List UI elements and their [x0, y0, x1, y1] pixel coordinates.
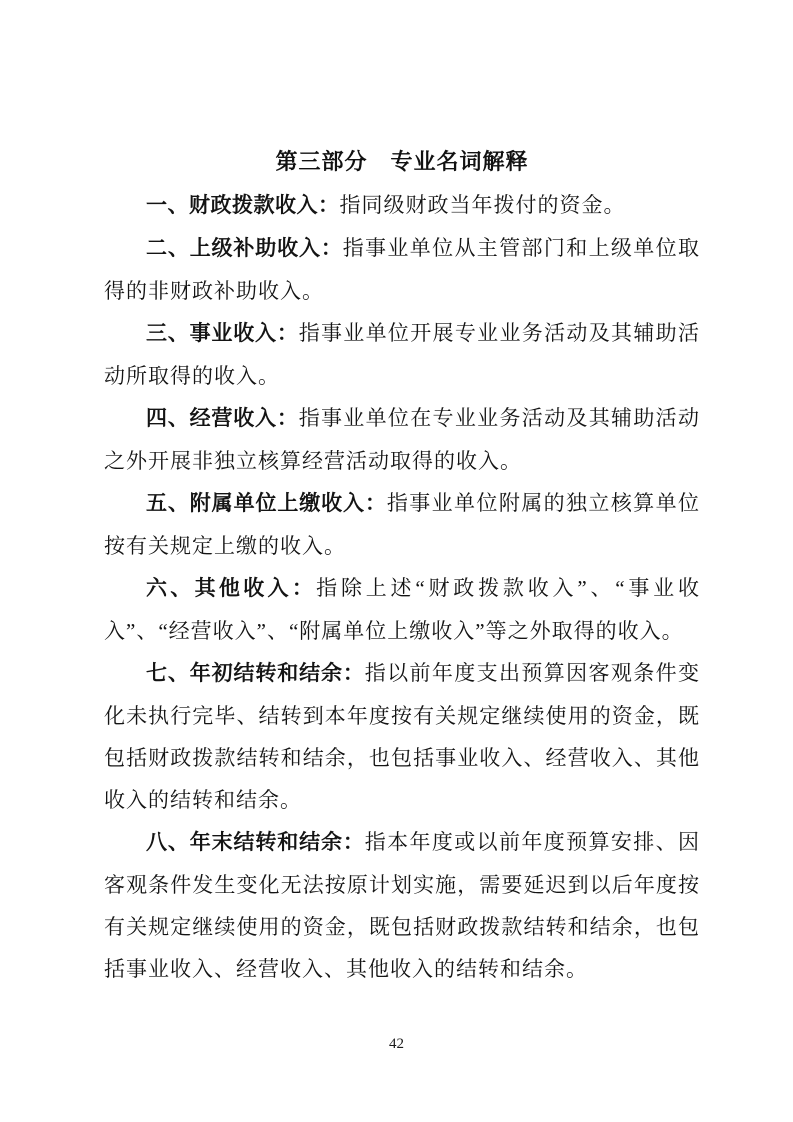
term-label: 八、年末结转和结余： [146, 831, 365, 854]
term-definition: 指事业单位开展专业业务活动及其辅助活动所取得的收入。 [104, 321, 700, 388]
glossary-paragraph-superior-subsidy-income [104, 227, 700, 312]
page-title: 第三部分 专业名词解释 [275, 149, 529, 174]
term-definition: 指事业单位在专业业务活动及其辅助活动之外开展非独立核算经营活动取得的收入。 [104, 406, 700, 473]
glossary-paragraph-operational-income [104, 312, 700, 397]
term-label: 五、附属单位上缴收入： [146, 492, 387, 515]
term-label: 三、事业收入： [146, 322, 299, 345]
term-label: 一、财政拨款收入： [146, 194, 340, 217]
glossary-paragraph-fiscal-appropriation-income [104, 184, 700, 227]
glossary-paragraph-beginning-year-carryover-surplus [104, 652, 700, 821]
term-definition: 指本年度或以前年度预算安排、因客观条件发生变化无法按原计划实施，需要延迟到以后年度按有关规定继续使用的资金，既包括财政拨款结转和结余，也包括事业收入、经营收入、其他收入的结转和结余。 [104, 830, 700, 981]
page-number: 42 [389, 1036, 404, 1052]
glossary-paragraph-affiliated-unit-remittance-income [104, 482, 700, 567]
term-label: 二、上级补助收入： [146, 237, 343, 260]
term-label: 七、年初结转和结余： [146, 662, 365, 685]
glossary-paragraph-year-end-carryover-surplus [104, 821, 700, 990]
term-definition: 指除上述“财政拨款收入”、“事业收入”、“经营收入”、“附属单位上缴收入”等之外取得的收入。 [104, 576, 700, 643]
glossary-paragraph-business-income [104, 397, 700, 482]
term-definition: 指事业单位从主管部门和上级单位取得的非财政补助收入。 [104, 236, 700, 303]
term-label: 六、其他收入： [146, 577, 317, 600]
term-label: 四、经营收入： [146, 407, 299, 430]
term-definition: 指以前年度支出预算因客观条件变化未执行完毕、结转到本年度按有关规定继续使用的资金，既包括财政拨款结转和结余，也包括事业收入、经营收入、其他收入的结转和结余。 [104, 661, 700, 812]
glossary-paragraph-other-income [104, 567, 700, 652]
term-definition: 指同级财政当年拨付的资金。 [339, 193, 626, 217]
term-definition: 指事业单位附属的独立核算单位按有关规定上缴的收入。 [104, 491, 701, 558]
